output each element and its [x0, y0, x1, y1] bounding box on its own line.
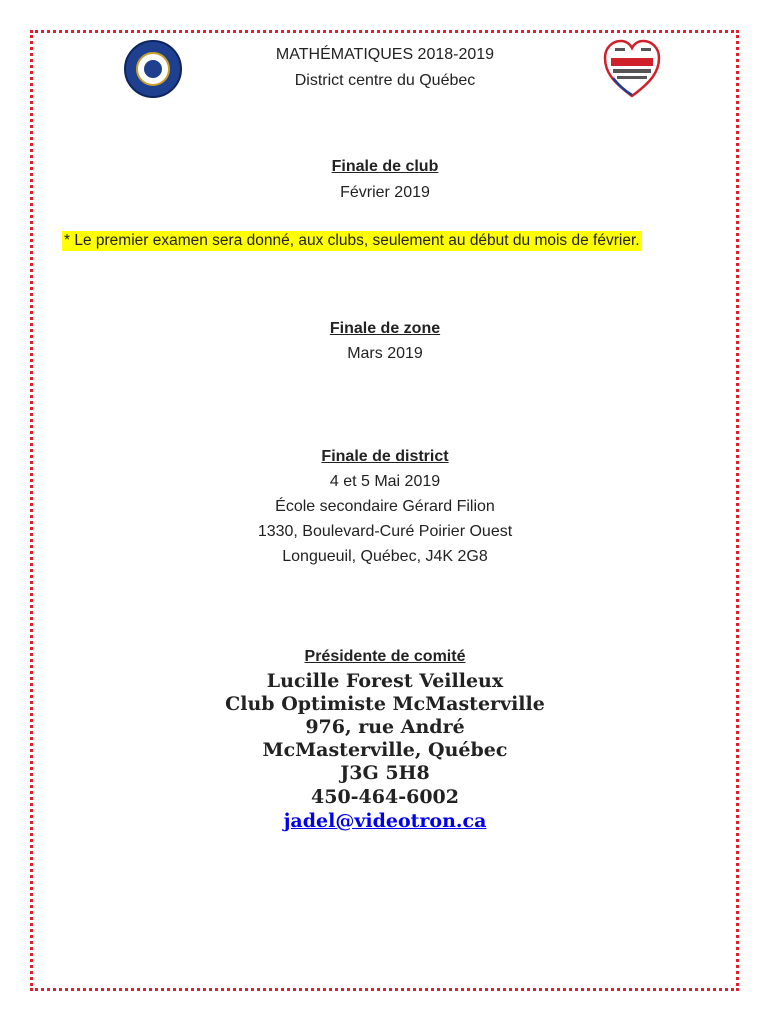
club-final-note: * Le premier examen sera donné, aux clubs, seulement au début du mois de février.: [64, 232, 640, 249]
zone-final-date: Mars 2019: [347, 345, 423, 362]
club-final-date: Février 2019: [340, 184, 430, 201]
zone-final-heading: Finale de zone: [329, 320, 441, 337]
committee-phone: 450-464-6002: [311, 786, 459, 808]
district-final-heading: Finale de district: [321, 448, 449, 465]
committee-street: 976, rue André: [305, 716, 465, 738]
committee-name: Lucille Forest Veilleux: [266, 670, 504, 692]
committee-club: Club Optimiste McMasterville: [225, 693, 545, 715]
committee-email-link[interactable]: jadel@videotron.ca: [283, 810, 487, 832]
district-final-address: 1330, Boulevard-Curé Poirier Ouest: [257, 523, 513, 540]
committee-email-row: [0, 810, 770, 832]
district-final-school: École secondaire Gérard Filion: [275, 498, 495, 515]
committee-heading: Présidente de comité: [304, 648, 466, 665]
page-title: MATHÉMATIQUES 2018-2019: [275, 46, 495, 63]
committee-city: McMasterville, Québec: [262, 739, 508, 761]
district-final-date: 4 et 5 Mai 2019: [329, 473, 441, 490]
page-subtitle: District centre du Québec: [294, 72, 476, 89]
club-final-heading: Finale de club: [331, 158, 439, 175]
district-final-city: Longueuil, Québec, J4K 2G8: [282, 548, 488, 565]
committee-postal: J3G 5H8: [340, 762, 430, 784]
